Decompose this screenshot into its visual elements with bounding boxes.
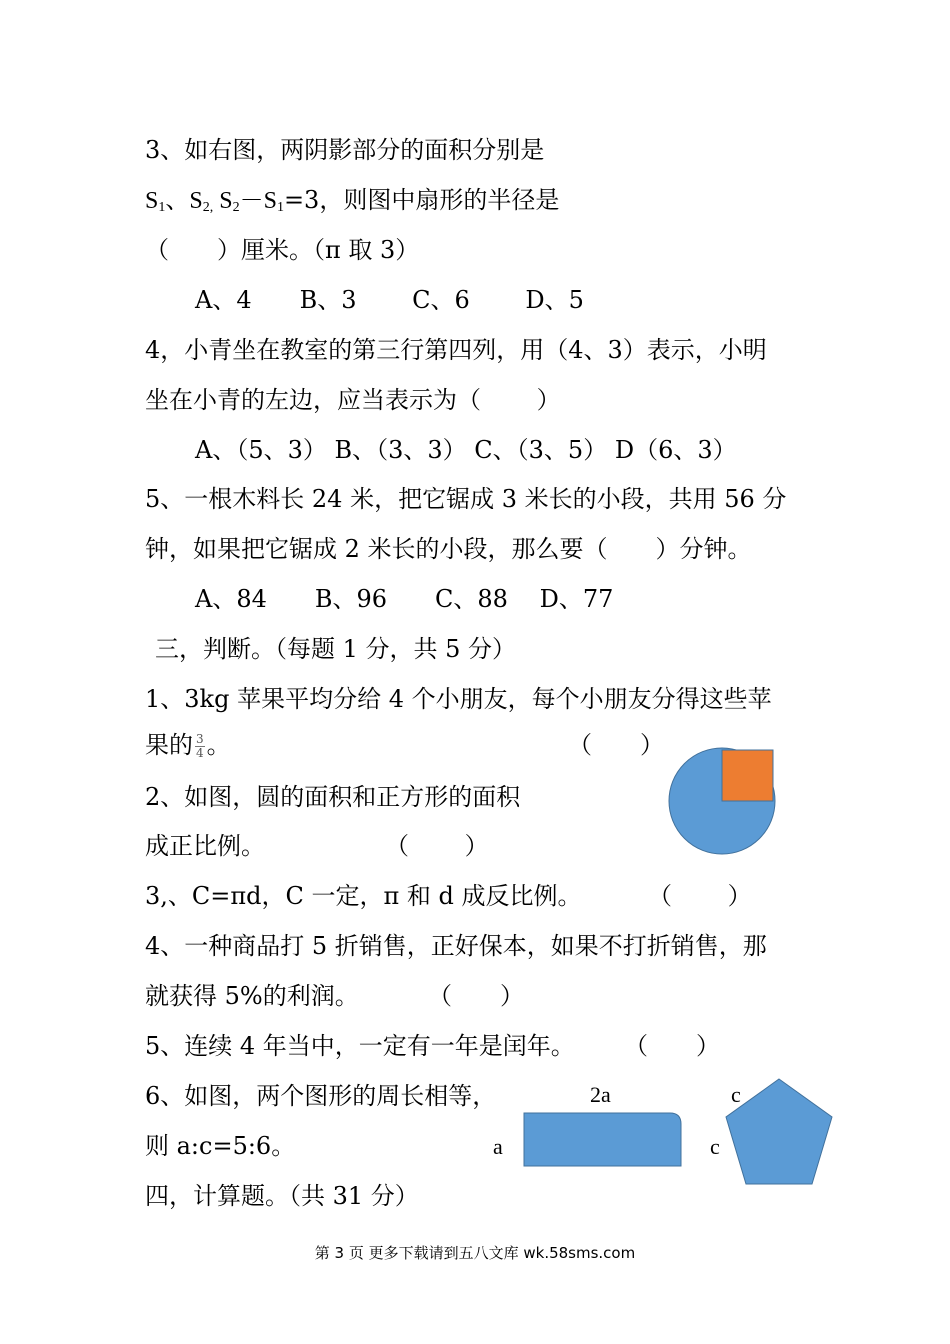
j6-line2: 则 a:c=5:6。 bbox=[145, 1132, 296, 1160]
q3-s-symbol: S bbox=[145, 188, 159, 214]
q3-subscript-4: 1 bbox=[276, 200, 284, 215]
j1-line1: 1、3kg 苹果平均分给 4 个小朋友，每个小朋友分得这些苹 bbox=[145, 685, 772, 713]
q3-subscript-3: 2 bbox=[232, 200, 240, 215]
j2-answer-paren: （ ） bbox=[385, 832, 489, 860]
j6-line1: 6、如图，两个图形的周长相等， bbox=[145, 1082, 497, 1110]
q3-subscript-2: 2, bbox=[202, 200, 214, 215]
j2-line1: 2、如图，圆的面积和正方形的面积 bbox=[145, 783, 521, 811]
j2-line2: 成正比例。 bbox=[145, 832, 265, 860]
section4-heading: 四，计算题。（共 31 分） bbox=[145, 1182, 419, 1210]
q3-text-d: =3，则图中扇形的半径是 bbox=[283, 186, 560, 214]
label-a: a bbox=[493, 1134, 503, 1159]
q3-line1: 3、如右图，两阴影部分的面积分别是 bbox=[145, 136, 545, 164]
j5-answer-paren: （ ） bbox=[624, 1032, 720, 1060]
j4-answer-paren: （ ） bbox=[428, 982, 524, 1010]
square-shape bbox=[722, 750, 773, 801]
q3-subscript-1: 1 bbox=[158, 200, 166, 215]
q3-options: A、4 B、3 C、6 D、5 bbox=[195, 286, 584, 314]
label-c-top: c bbox=[731, 1082, 741, 1107]
q5-line2: 钟，如果把它锯成 2 米长的小段，那么要（ ）分钟。 bbox=[145, 535, 752, 563]
q5-line1: 5、一根木料长 24 米，把它锯成 3 米长的小段，共用 56 分 bbox=[145, 485, 787, 513]
q3-text-c: －S bbox=[239, 188, 277, 214]
q4-line1: 4，小青坐在教室的第三行第四列，用（4、3）表示，小明 bbox=[145, 336, 767, 364]
fraction-denominator: 4 bbox=[196, 746, 204, 760]
j3-text: 3,、C=πd，C 一定，π 和 d 成反比例。 bbox=[145, 882, 582, 910]
pentagon-shape bbox=[726, 1079, 832, 1184]
q4-line2: 坐在小青的左边，应当表示为（ ） bbox=[145, 386, 561, 414]
j1-answer-paren: （ ） bbox=[568, 731, 664, 759]
label-c-left: c bbox=[710, 1134, 720, 1159]
q3-text-b: S bbox=[213, 188, 233, 214]
q3-line3: （ ）厘米。（π 取 3） bbox=[145, 236, 420, 264]
q5-options: A、84 B、96 C、88 D、77 bbox=[195, 585, 614, 613]
q4-options: A、（5、3） B、（3、3） C、（3、5） D（6、3） bbox=[195, 436, 737, 464]
j5-text: 5、连续 4 年当中，一定有一年是闰年。 bbox=[145, 1032, 575, 1060]
j1-prefix: 果的 bbox=[145, 731, 193, 759]
fraction-numerator: 3 bbox=[196, 732, 204, 746]
j1-suffix: 。 bbox=[206, 731, 231, 759]
q3-text-a: 、S bbox=[165, 188, 203, 214]
j3-answer-paren: （ ） bbox=[648, 882, 752, 910]
j4-line2: 就获得 5%的利润。 bbox=[145, 982, 359, 1010]
label-2a: 2a bbox=[590, 1082, 611, 1107]
j4-line1: 4、一种商品打 5 折销售，正好保本，如果不打折销售，那 bbox=[145, 932, 767, 960]
page-footer: 第 3 页 更多下载请到五八文库 wk.58sms.com bbox=[314, 1244, 636, 1262]
rectangle-shape bbox=[524, 1113, 681, 1166]
section3-heading: 三，判断。（每题 1 分，共 5 分） bbox=[155, 635, 517, 663]
